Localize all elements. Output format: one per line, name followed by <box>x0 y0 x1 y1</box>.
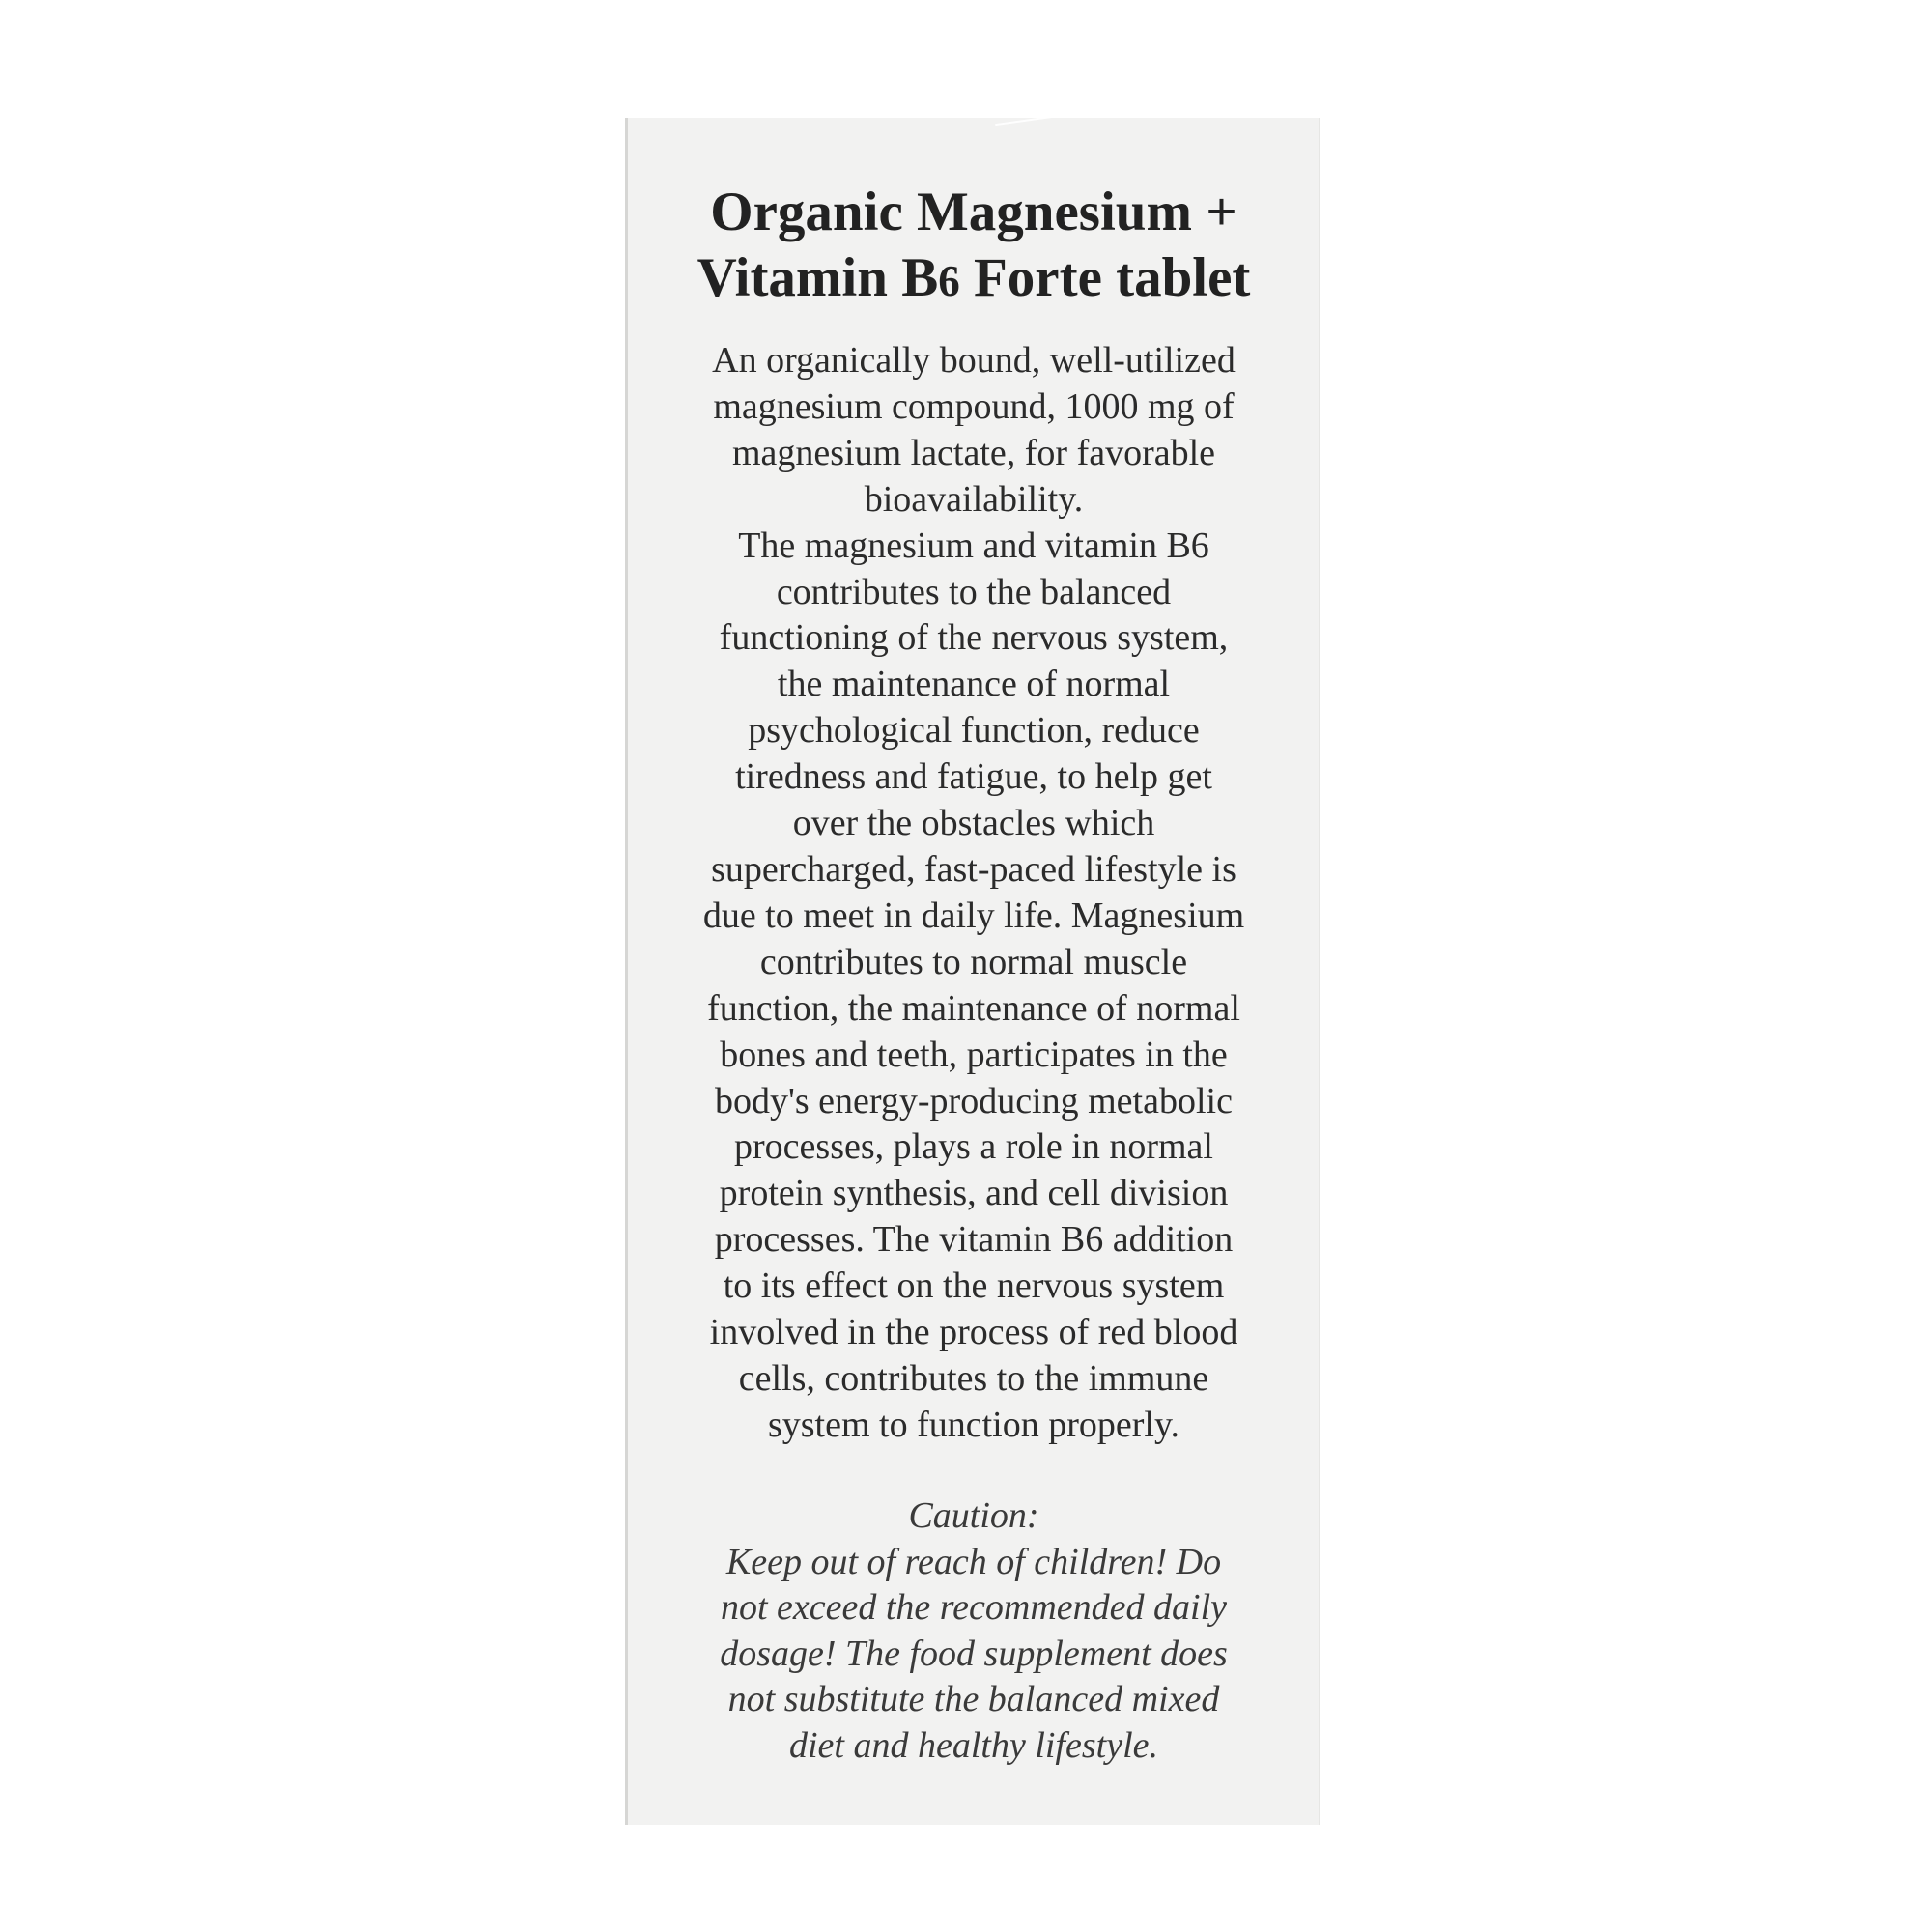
title-line-1: Organic Magnesium + <box>710 182 1237 242</box>
caution-line: not substitute the balanced mixed <box>727 1679 1220 1720</box>
description-line: The magnesium and vitamin B6 <box>738 525 1209 566</box>
description-line: contributes to normal muscle <box>759 941 1188 982</box>
product-title <box>628 180 1320 314</box>
description-line: supercharged, fast-paced lifestyle is <box>711 848 1236 890</box>
description-line: function, the maintenance of normal <box>707 987 1240 1029</box>
description-line: processes, plays a role in normal <box>734 1126 1213 1168</box>
product-description <box>628 338 1320 1449</box>
label-scuff-mark <box>995 116 1053 126</box>
description-line: over the obstacles which <box>792 803 1155 844</box>
description-line: functioning of the nervous system, <box>719 617 1229 659</box>
caution-line: Keep out of reach of children! Do <box>725 1541 1222 1582</box>
description-line: psychological function, reduce <box>748 710 1200 752</box>
description-line: bioavailability. <box>864 478 1084 520</box>
description-line: cells, contributes to the immune <box>738 1357 1209 1399</box>
caution-line: dosage! The food supplement does <box>720 1633 1228 1674</box>
title-line-2-part-2: Forte tablet <box>959 247 1251 308</box>
description-line: due to meet in daily life. Magnesium <box>702 895 1245 936</box>
title-line-2-part-1: Vitamin B <box>696 247 939 308</box>
description-line: the maintenance of normal <box>777 664 1171 705</box>
description-line: contributes to the balanced <box>776 571 1172 612</box>
description-line: magnesium compound, 1000 mg of <box>713 385 1235 427</box>
description-line: tiredness and fatigue, to help get <box>735 756 1212 798</box>
description-line: An organically bound, well-utilized <box>712 340 1236 381</box>
title-line-2-subscript: 6 <box>938 257 960 305</box>
caution-block <box>628 1493 1320 1770</box>
description-line: body's energy-producing metabolic <box>715 1080 1233 1122</box>
caution-heading: Caution: <box>908 1495 1039 1536</box>
product-label-panel <box>625 118 1320 1825</box>
description-line: magnesium lactate, for favorable <box>731 432 1216 473</box>
description-line: processes. The vitamin B6 addition <box>714 1219 1234 1261</box>
description-line: involved in the process of red blood <box>709 1312 1238 1353</box>
caution-line: diet and healthy lifestyle. <box>788 1724 1158 1766</box>
caution-line: not exceed the recommended daily <box>720 1587 1228 1629</box>
description-line: bones and teeth, participates in the <box>720 1034 1228 1075</box>
description-line: protein synthesis, and cell division <box>719 1173 1229 1214</box>
description-line: system to function properly. <box>767 1404 1179 1445</box>
description-line: to its effect on the nervous system <box>723 1265 1225 1307</box>
title-line-2 <box>628 245 1320 314</box>
